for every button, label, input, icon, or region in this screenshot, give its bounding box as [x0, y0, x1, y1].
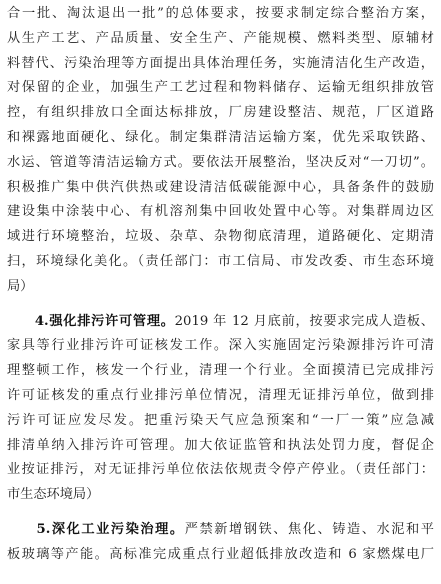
text-line [7, 409, 434, 434]
document-body [7, 2, 434, 568]
paragraph-gap [7, 300, 434, 310]
text-segment: 严禁新增钢铁、焦化、铸造、水泥和平 [184, 521, 434, 537]
text-segment: 积极推广集中供汽供热或建设清洁低碳能源中心，具备条件的鼓励 [7, 179, 434, 195]
text-line [7, 518, 434, 543]
paragraph [7, 310, 434, 508]
paragraph [7, 2, 434, 300]
text-segment: 扫，环境绿化美化。（责任部门：市工信局、市发改委、市生态环境 [7, 253, 434, 269]
text-segment: 和裸露地面硬化、绿化。制定集群清洁运输方案，优先采取铁路、 [7, 129, 434, 145]
text-segment: 从生产工艺、产品质量、安全生产、产能规模、燃料类型、原辅材 [7, 30, 434, 46]
text-segment: 合一批、淘汰退出一批”的总体要求，按要求制定综合整治方案， [7, 6, 434, 21]
text-line [7, 275, 434, 300]
section-heading: 4.强化排污许可管理。 [7, 313, 175, 329]
text-line [7, 27, 434, 52]
text-segment: 排清单纳入排污许可管理。加大依证监管和执法处罚力度，督促企 [7, 437, 434, 453]
text-line [7, 434, 434, 459]
text-line [7, 384, 434, 409]
text-segment: 市生态环境局） [7, 487, 100, 503]
text-line [7, 126, 434, 151]
text-line [7, 543, 434, 568]
text-line [7, 225, 434, 250]
text-segment: 域进行环境整治，垃圾、杂草、杂物彻底清理，道路硬化、定期清 [7, 229, 434, 245]
paragraph-gap [7, 508, 434, 518]
paragraph [7, 518, 434, 568]
text-segment: 建设集中涂装中心、有机溶剂集中回收处置中心等。对集群周边区 [7, 204, 434, 220]
text-line [7, 359, 434, 384]
text-segment: 理整顿工作，核发一个行业，清理一个行业。全面摸清已完成排污 [7, 363, 434, 379]
text-line [7, 310, 434, 335]
text-line [7, 76, 434, 101]
text-segment: 业按证排污，对无证排污单位依法依规责令停产停业。（责任部门： [7, 462, 434, 478]
text-segment: 控，有组织排放口全面达标排放，厂房建设整洁、规范，厂区道路 [7, 105, 434, 121]
text-segment: 许可证核发的重点行业排污单位情况，清理无证排污单位，做到排 [7, 387, 434, 403]
text-line [7, 334, 434, 359]
text-segment: 家具等行业排污许可证核发工作。深入实施固定污染源排污许可清 [7, 338, 434, 354]
text-segment: 板玻璃等产能。高标准完成重点行业超低排放改造和 6 家燃煤电厂 [7, 546, 434, 562]
text-segment: 水运、管道等清洁运输方式。要依法开展整治，坚决反对“一刀切”。 [7, 154, 434, 170]
text-segment: 对保留的企业，加强生产工艺过程和物料储存、运输无组织排放管 [7, 80, 434, 96]
section-heading: 5.深化工业污染治理。 [7, 521, 185, 537]
text-line [7, 52, 434, 77]
text-line [7, 101, 434, 126]
text-segment: 污许可证应发尽发。把重污染天气应急预案和“一厂一策”应急减 [7, 412, 434, 428]
text-line [7, 200, 434, 225]
text-line [7, 2, 434, 27]
text-line [7, 176, 434, 201]
text-segment: 料替代、污染治理等方面提出具体治理任务，实施清洁化生产改造， [7, 55, 434, 71]
text-line [7, 250, 434, 275]
text-segment: 2019 年 12 月底前，按要求完成人造板、 [174, 313, 434, 329]
text-line [7, 483, 434, 508]
text-segment: 局） [7, 278, 34, 294]
text-line [7, 151, 434, 176]
text-line [7, 458, 434, 483]
